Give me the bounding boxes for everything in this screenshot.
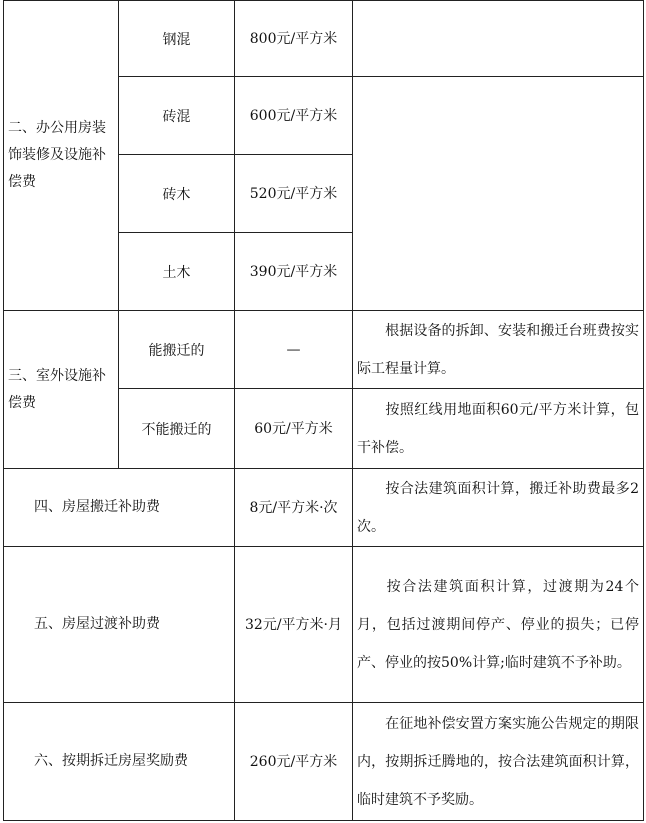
unit-price: 32元/平方米·月	[245, 616, 342, 633]
desc-cell	[353, 547, 644, 703]
price-cell	[235, 77, 353, 155]
unit-price: 8元/平方米·次	[249, 499, 338, 516]
table-row	[4, 311, 644, 389]
price-cell	[235, 547, 353, 703]
category-cell	[4, 469, 235, 547]
structure-type: 钢混	[162, 31, 191, 48]
desc-cell	[353, 311, 644, 389]
structure-type: 土木	[162, 264, 191, 281]
table-row	[4, 1, 644, 77]
price-cell	[235, 703, 353, 821]
desc-cell	[353, 77, 644, 311]
compensation-table	[3, 0, 644, 821]
desc-cell	[353, 703, 644, 821]
desc-cell	[353, 389, 644, 469]
unit-price: 260元/平方米	[249, 753, 338, 770]
sub-type-cell	[119, 77, 235, 155]
category-cell	[4, 547, 235, 703]
description: 按合法建筑面积计算，过渡期为24个月，包括过渡期间停产、停业的损失；已停产、停业的按50%计算;临时建筑不予补助。	[357, 578, 639, 671]
price-cell	[235, 389, 353, 469]
unit-price: —	[286, 341, 301, 358]
category-reward: 六、按期拆迁房屋奖励费	[34, 753, 188, 769]
category-outdoor: 三、室外设施补偿费	[8, 367, 106, 411]
description: 在征地补偿安置方案实施公告规定的期限内，按期拆迁腾地的，按合法建筑面积计算，临时建筑不予奖励。	[357, 715, 639, 808]
unit-price: 520元/平方米	[249, 185, 338, 202]
category-moving: 四、房屋搬迁补助费	[34, 499, 160, 515]
table-row	[4, 469, 644, 547]
desc-cell	[353, 1, 644, 77]
category-cell	[4, 1, 119, 311]
price-cell	[235, 155, 353, 233]
sub-type-cell	[119, 1, 235, 77]
price-cell	[235, 469, 353, 547]
price-cell	[235, 233, 353, 311]
category-transition: 五、房屋过渡补助费	[34, 616, 160, 632]
category-office: 二、办公用房装饰装修及设施补偿费	[8, 120, 106, 190]
sub-type-cell	[119, 389, 235, 469]
sub-type-cell	[119, 155, 235, 233]
unit-price: 390元/平方米	[249, 263, 338, 280]
description: 按照红线用地面积60元/平方米计算，包干补偿。	[357, 401, 639, 456]
sub-type-cell	[119, 311, 235, 389]
category-cell	[4, 311, 119, 469]
table-row	[4, 547, 644, 703]
structure-type: 砖木	[162, 186, 191, 203]
unit-price: 600元/平方米	[249, 107, 338, 124]
desc-cell	[353, 469, 644, 547]
description: 根据设备的拆卸、安装和搬迁台班费按实际工程量计算。	[357, 322, 639, 377]
facility-type: 能搬迁的	[148, 342, 205, 359]
price-cell	[235, 311, 353, 389]
table-row	[4, 703, 644, 821]
structure-type: 砖混	[162, 108, 191, 125]
price-cell	[235, 1, 353, 77]
sub-type-cell	[119, 233, 235, 311]
unit-price: 800元/平方米	[249, 30, 338, 47]
description: 按合法建筑面积计算，搬迁补助费最多2次。	[357, 480, 639, 535]
unit-price: 60元/平方米	[254, 420, 333, 437]
facility-type: 不能搬迁的	[141, 421, 212, 438]
category-cell	[4, 703, 235, 821]
